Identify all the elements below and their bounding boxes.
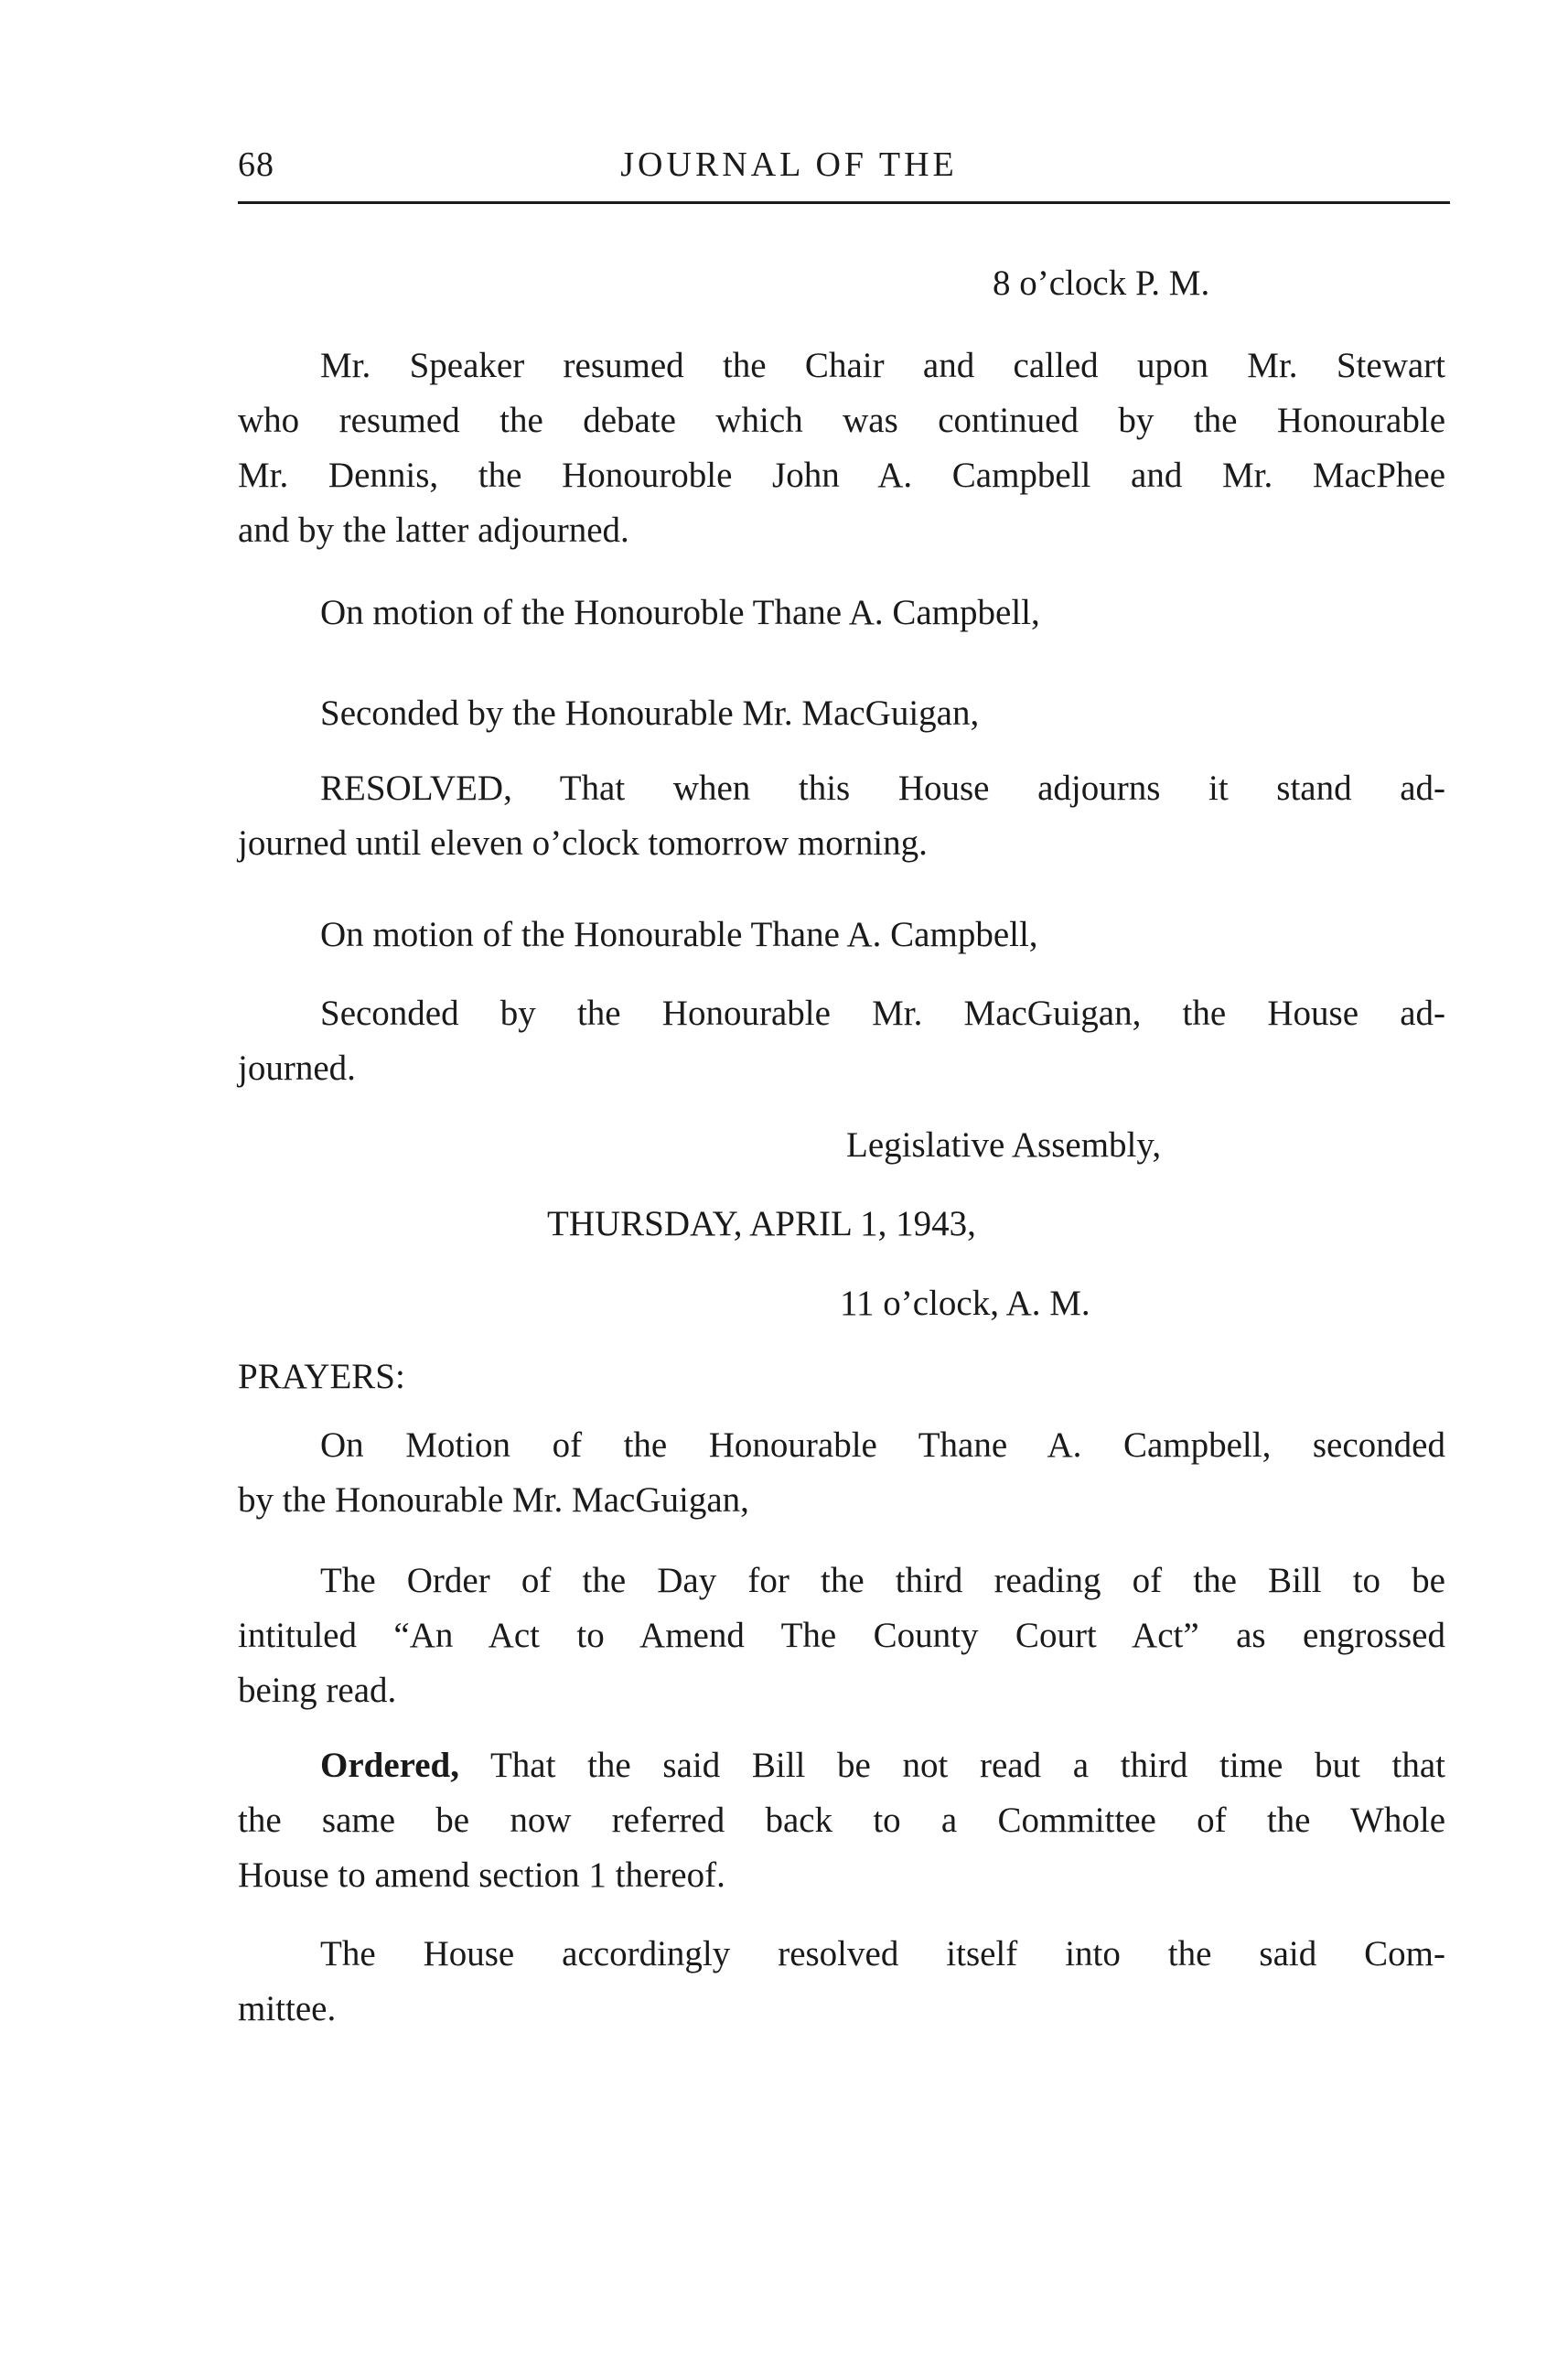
- paragraph-line: Mr. Dennis, the Honouroble John A. Campbell and Mr. MacPhee: [238, 456, 1445, 495]
- ordered-paragraph: [238, 1738, 1445, 1903]
- order-of-day-paragraph: [238, 1554, 1445, 1718]
- prayers-heading: PRAYERS:: [238, 1357, 405, 1396]
- motion-line: On motion of the Honouroble Thane A. Campbell,: [320, 593, 1040, 632]
- paragraph-line: and by the latter adjourned.: [238, 511, 629, 550]
- paragraph-line: Mr. Speaker resumed the Chair and called upon Mr. Stewart: [320, 346, 1445, 385]
- paragraph-line: mittee.: [238, 1989, 337, 2028]
- paragraph-line: On Motion of the Honourable Thane A. Campbell, seconded: [320, 1425, 1445, 1465]
- running-head: [238, 137, 1450, 204]
- paragraph-line: by the Honourable Mr. MacGuigan,: [238, 1480, 749, 1520]
- paragraph-line: intituled “An Act to Amend The County Court Act” as engrossed: [238, 1616, 1445, 1655]
- paragraph-line: Seconded by the Honourable Mr. MacGuigan, the House ad-: [320, 994, 1445, 1033]
- ordered-label: Ordered,: [320, 1746, 460, 1785]
- paragraph-line: House to amend section 1 thereof.: [238, 1855, 725, 1895]
- seconded-line: Seconded by the Honourable Mr. MacGuigan,: [320, 694, 980, 733]
- date-heading: THURSDAY, APRIL 1, 1943,: [547, 1204, 976, 1243]
- paragraph-line: The Order of the Day for the third reading of the Bill to be: [320, 1561, 1445, 1600]
- paragraph-line: being read.: [238, 1671, 397, 1710]
- page-number: 68: [238, 145, 274, 184]
- morning-time: 11 o’clock, A. M.: [840, 1284, 1090, 1323]
- paragraph-line: RESOLVED, That when this House adjourns it stand ad-: [320, 769, 1445, 808]
- motion-paragraph: [238, 1418, 1445, 1528]
- motion-line: On motion of the Honourable Thane A. Campbell,: [320, 915, 1038, 954]
- paragraph-line: [238, 1738, 1445, 1793]
- paragraph-line: journed until eleven o’clock tomorrow morning.: [238, 823, 928, 863]
- assembly-heading: Legislative Assembly,: [846, 1125, 1162, 1165]
- paragraph-line: journed.: [238, 1048, 356, 1088]
- resolved-paragraph: [238, 761, 1445, 871]
- debate-paragraph: [238, 339, 1445, 558]
- evening-time: 8 o’clock P. M.: [993, 263, 1210, 303]
- adjourned-paragraph: [238, 986, 1445, 1096]
- paragraph-line: the same be now referred back to a Committee of the Whole: [238, 1801, 1445, 1840]
- paragraph-line: The House accordingly resolved itself into the said Com-: [320, 1934, 1445, 1973]
- ordered-text: That the said Bill be not read a third time but that: [459, 1746, 1445, 1785]
- journal-title: JOURNAL OF THE: [620, 145, 958, 184]
- committee-paragraph: [238, 1927, 1445, 2037]
- paragraph-line: who resumed the debate which was continued by the Honourable: [238, 401, 1445, 440]
